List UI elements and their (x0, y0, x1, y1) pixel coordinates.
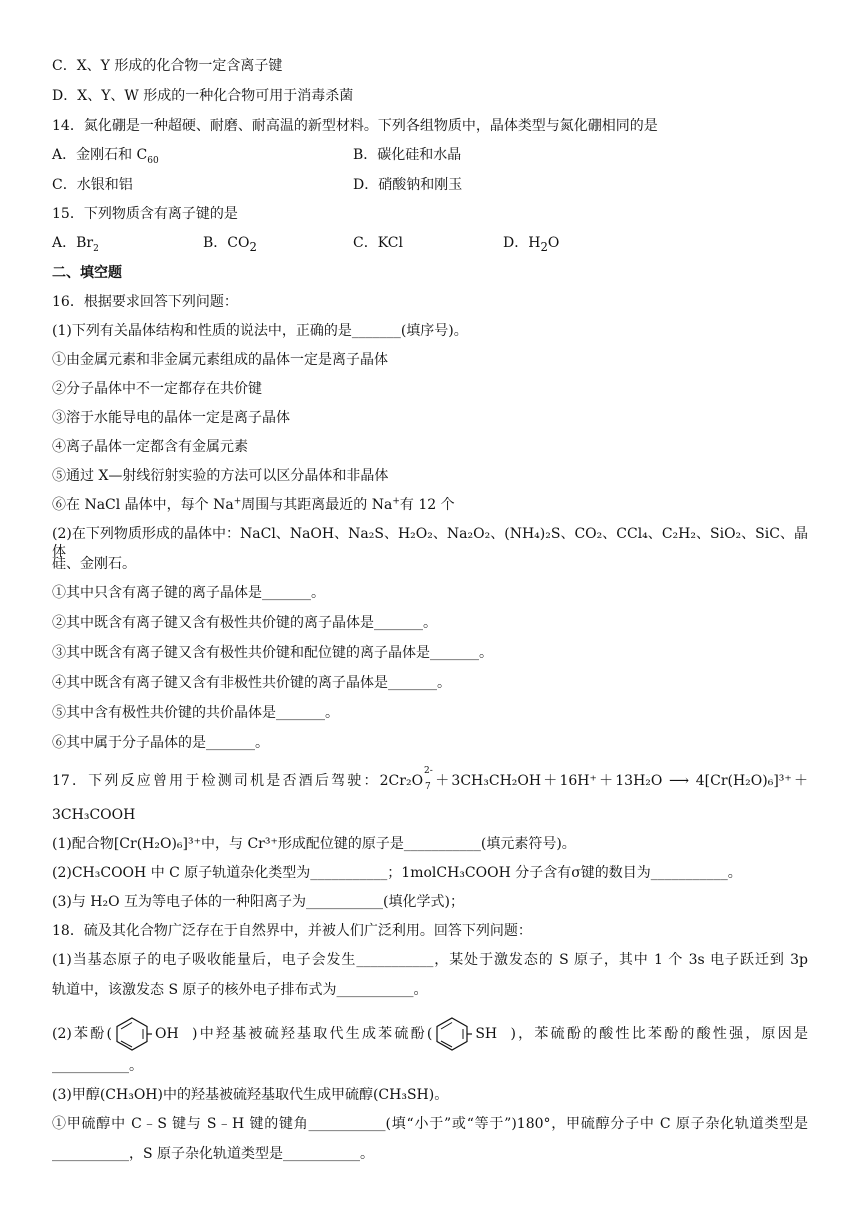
thiophenol-benzene-ring-icon (432, 1017, 472, 1051)
q16-sub-6: ⑥其中属于分子晶体的是_______。 (52, 735, 269, 751)
section-heading-fill-in: 二、填空题 (52, 265, 122, 281)
phenol-benzene-ring-icon (112, 1017, 152, 1051)
q14-option-c: C．水银和铝 (52, 177, 133, 193)
q18-stem: 18．硫及其化合物广泛存在于自然界中，并被人们广泛利用。回答下列问题： (52, 923, 532, 939)
q16-item-1: ①由金属元素和非金属元素组成的晶体一定是离子晶体 (52, 352, 388, 368)
q16-sub-1: ①其中只含有离子键的离子晶体是_______。 (52, 585, 325, 601)
q18-part3: (3)甲醇(CH₃OH)中的羟基被硫羟基取代生成甲硫醇(CH₃SH)。 (52, 1087, 449, 1103)
q16-sub-3: ③其中既含有离子键又含有极性共价键和配位键的离子晶体是_______。 (52, 645, 493, 661)
q15-option-a: A．$Br_2$ (52, 235, 99, 254)
q18-part2-cont: ___________。 (52, 1058, 143, 1074)
q16-sub-2: ②其中既含有离子键又含有极性共价键的离子晶体是_______。 (52, 615, 437, 631)
q13-option-d: D．X、Y、W 形成的一种化合物可用于消毒杀菌 (52, 88, 354, 104)
q17-part1: (1)配合物[Cr(H₂O)₆]³⁺中，与 Cr³⁺形成配位键的原子是___________(填元素符号)。 (52, 836, 576, 852)
q15-option-d: D．$H_2O$ (503, 235, 560, 254)
q15-option-c: C．KCl (353, 235, 403, 251)
q14-option-a: A．金刚石和 $C_{60}$ (52, 147, 159, 166)
q14-option-d: D．硝酸钠和刚玉 (353, 177, 463, 193)
q13-option-c: C．X、Y 形成的化合物一定含离子键 (52, 58, 283, 74)
q16-part1: (1)下列有关晶体结构和性质的说法中，正确的是_______(填序号)。 (52, 323, 468, 339)
q17-part3: (3)与 H₂O 互为等电子体的一种阳离子为___________(填化学式)； (52, 894, 464, 910)
q15-option-b: B．$CO_2$ (203, 235, 257, 254)
q17-stem: 17．下列反应曾用于检测司机是否酒后驾驶：2Cr₂O 2- 7 ＋3CH₃CH₂OH＋16H⁺＋13H₂O ⟶ 4[Cr(H₂O)₆]³⁺＋ (52, 766, 808, 792)
q18-part1-cont: 轨道中，该激发态 S 原子的核外电子排布式为___________。 (52, 982, 428, 998)
q18-sub-1-cont: ___________，S 原子杂化轨道类型是___________。 (52, 1146, 375, 1162)
q14-stem: 14．氮化硼是一种超硬、耐磨、耐高温的新型材料。下列各组物质中，晶体类型与氮化硼相同的是 (52, 118, 658, 134)
q16-stem: 16．根据要求回答下列问题： (52, 294, 238, 310)
q16-item-4: ④离子晶体一定都含有金属元素 (52, 439, 248, 455)
q17-part2: (2)CH₃COOH 中 C 原子轨道杂化类型为___________；1molCH₃COOH 分子含有σ键的数目为___________。 (52, 865, 742, 881)
q16-part2-cont: 硅、金刚石。 (52, 556, 136, 572)
q16-item-2: ②分子晶体中不一定都存在共价键 (52, 381, 262, 397)
q16-item-6: ⑥在 NaCl 晶体中，每个 Na+周围与其距离最近的 Na+有 12 个 (52, 496, 455, 513)
q14-option-b: B．碳化硅和水晶 (353, 147, 462, 163)
q16-item-5: ⑤通过 X—射线衍射实验的方法可以区分晶体和非晶体 (52, 468, 389, 484)
q16-sub-4: ④其中既含有离子键又含有非极性共价键的离子晶体是_______。 (52, 675, 451, 691)
q18-part2: (2)苯酚( OH )中羟基被硫羟基取代生成苯硫酚( SH )，苯硫酚的酸性比苯酚的酸性强，原因是 (52, 1017, 808, 1051)
q16-sub-5: ⑤其中含有极性共价键的共价晶体是_______。 (52, 705, 339, 721)
q18-part1: (1)当基态原子的电子吸收能量后，电子会发生___________，某处于激发态的 S 原子，其中 1 个 3s 电子跃迁到 3p (52, 952, 808, 968)
q16-part2: (2)在下列物质形成的晶体中：NaCl、NaOH、Na₂S、H₂O₂、Na₂O₂、(NH₄)₂S、CO₂、CCl₄、C₂H₂、SiO₂、SiC、晶体 (52, 526, 808, 560)
q16-item-3: ③溶于水能导电的晶体一定是离子晶体 (52, 410, 290, 426)
q18-sub-1: ①甲硫醇中 C﹣S 键与 S﹣H 键的键角___________(填“小于”或“等于”)180°，甲硫醇分子中 C 原子杂化轨道类型是 (52, 1116, 808, 1132)
q15-stem: 15．下列物质含有离子键的是 (52, 206, 238, 222)
q17-stem-cont: 3CH₃COOH (52, 807, 136, 823)
